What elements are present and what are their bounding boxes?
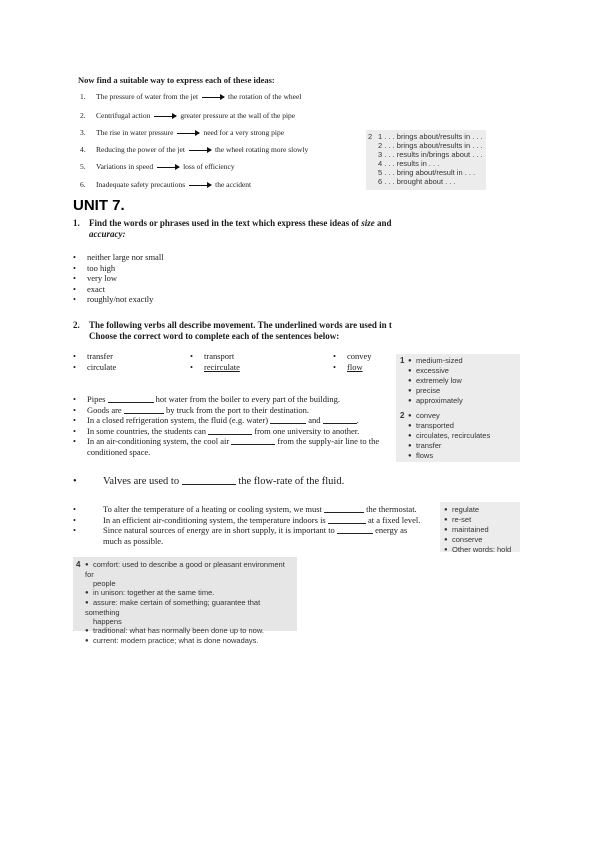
item-right: the accident bbox=[215, 180, 252, 189]
sentence: • To alter the temperature of a heating or cooling system, we must the thermostat. bbox=[73, 504, 417, 514]
exercise-number: 1. bbox=[73, 218, 80, 228]
verb-option: • transport bbox=[190, 351, 235, 361]
sentence: • Pipes hot water from the boiler to every part of the building. bbox=[73, 394, 341, 404]
key-row: 1 . . . brings about/results in . . . bbox=[378, 132, 483, 141]
arrow-icon bbox=[202, 97, 224, 98]
intro-answer-key bbox=[366, 130, 486, 190]
answer-item-continuation: people bbox=[93, 579, 116, 588]
intro-item bbox=[80, 128, 284, 137]
answer-item: ● regulate bbox=[444, 505, 511, 515]
key-row: 2 . . . brings about/results in . . . bbox=[378, 141, 483, 150]
list-item: • neither large nor small bbox=[73, 252, 164, 263]
answer-blank[interactable] bbox=[182, 484, 236, 485]
item-left: Inadequate safety precautions bbox=[96, 180, 186, 189]
answer-item-continuation: happens bbox=[93, 617, 122, 626]
item-left: Reducing the power of the jet bbox=[96, 145, 185, 154]
answer-item: ● approximately bbox=[408, 396, 463, 406]
intro-item bbox=[80, 162, 235, 171]
answer-item: ● flows bbox=[408, 451, 490, 461]
answer-item: ● current: modern practice; what is done nowadays. bbox=[85, 636, 293, 646]
item-number: 6. bbox=[80, 180, 86, 189]
answer-item: ● circulates, recirculates bbox=[408, 431, 490, 441]
list-item: • too high bbox=[73, 263, 164, 274]
exercise-1-list bbox=[73, 252, 164, 305]
item-number: 2. bbox=[80, 111, 86, 120]
item-number: 1. bbox=[80, 92, 86, 101]
item-left: Variations in speed bbox=[96, 162, 154, 171]
list-item: • very low bbox=[73, 273, 164, 284]
item-left: The pressure of water from the jet bbox=[96, 92, 199, 101]
exercise-1-instructions: 1. Find the words or phrases used in the text which express these ideas of size and accuracy: bbox=[73, 218, 392, 239]
key-row: 5 . . . bring about/result in . . . bbox=[378, 168, 476, 177]
answer-item: ● transported bbox=[408, 421, 490, 431]
key-row: 6 . . . brought about . . . bbox=[378, 177, 456, 186]
answer-item: ● extremely low bbox=[408, 376, 463, 386]
verb-option: • circulate bbox=[73, 362, 116, 373]
arrow-icon bbox=[189, 185, 211, 186]
answer-label: 1 bbox=[400, 356, 405, 365]
item-number: 4. bbox=[80, 145, 86, 154]
answer-item: ● medium-sized bbox=[408, 356, 463, 366]
answer-item: ● in unison: together at the same time. bbox=[85, 588, 293, 598]
answer-item: ● precise bbox=[408, 386, 463, 396]
answer-item: ● maintained bbox=[444, 525, 511, 535]
answer-blank[interactable] bbox=[324, 512, 364, 513]
key-row: 3 . . . results in/brings about . . . bbox=[378, 150, 483, 159]
answer-item: ● re-set bbox=[444, 515, 511, 525]
list-item: • roughly/not exactly bbox=[73, 294, 164, 305]
verb-option: • flow bbox=[333, 362, 363, 372]
item-right: need for a very strong pipe bbox=[203, 128, 285, 137]
sentence: • In an air-conditioning system, the cool air from the supply-air line to the bbox=[73, 436, 380, 446]
answer-item: ● transfer bbox=[408, 441, 490, 451]
valves-sentence: • Valves are used to the flow-rate of the fluid. bbox=[73, 476, 345, 487]
answer-item: ● Other words: hold bbox=[444, 545, 511, 555]
answer-label: 4 bbox=[76, 560, 81, 569]
item-number: 3. bbox=[80, 128, 86, 137]
item-left: Centrifugal action bbox=[96, 111, 151, 120]
answer-item: ● conserve bbox=[444, 535, 511, 545]
sentence-continuation: conditioned space. bbox=[87, 446, 151, 457]
verb-option: • transfer bbox=[73, 351, 113, 362]
answer-box-4 bbox=[73, 557, 297, 645]
list-item: • exact bbox=[73, 284, 164, 295]
answer-blank[interactable] bbox=[208, 434, 252, 435]
item-right: the rotation of the wheel bbox=[228, 92, 302, 101]
arrow-icon bbox=[189, 150, 211, 151]
answer-blank[interactable] bbox=[337, 533, 373, 534]
item-right: greater pressure at the wall of the pipe bbox=[180, 111, 296, 120]
answer-blank[interactable] bbox=[231, 444, 275, 445]
answer-item: ● convey bbox=[408, 411, 490, 421]
intro-item bbox=[80, 111, 295, 120]
answer-blank[interactable] bbox=[270, 423, 306, 424]
answer-blank[interactable] bbox=[323, 423, 357, 424]
answer-item: ● traditional: what has normally been done up to now. bbox=[85, 626, 293, 636]
sentence: • In some countries, the students can from one university to another. bbox=[73, 425, 360, 436]
intro-item bbox=[80, 92, 301, 101]
sentence: • In a closed refrigeration system, the fluid (e.g. water) and . bbox=[73, 415, 359, 425]
answer-box-1-2 bbox=[396, 354, 520, 462]
verb-option: • recirculate bbox=[190, 362, 240, 372]
unit-title: UNIT 7. bbox=[73, 197, 125, 214]
answer-item: ● assure: make certain of something; guarantee that something bbox=[85, 598, 293, 617]
answer-blank[interactable] bbox=[328, 523, 366, 524]
exercise-number: 2. bbox=[73, 320, 80, 330]
key-label: 2 bbox=[368, 132, 373, 141]
more-sentences bbox=[73, 504, 453, 546]
sentence: • Since natural sources of energy are in short supply, it is important to energy as bbox=[73, 525, 408, 535]
item-left: The rise in water pressure bbox=[96, 128, 174, 137]
intro-item bbox=[80, 180, 251, 189]
answer-blank[interactable] bbox=[108, 402, 154, 403]
answer-box-3 bbox=[440, 502, 520, 552]
sentence: • Goods are by truck from the port to their destination. bbox=[73, 404, 310, 415]
item-number: 5. bbox=[80, 162, 86, 171]
answer-blank[interactable] bbox=[124, 413, 164, 414]
exercise-2-instructions: 2. The following verbs all describe movement. The underlined words are used in t Choose the correct word to complete each of the sentences below: bbox=[73, 320, 392, 341]
exercise-2-sentences bbox=[73, 394, 403, 457]
answer-item: ● comfort: used to describe a good or pleasant environment for bbox=[85, 560, 293, 579]
item-right: the wheel rotating more slowly bbox=[214, 145, 309, 154]
arrow-icon bbox=[154, 116, 176, 117]
verb-option: • convey bbox=[333, 351, 372, 361]
answer-label: 2 bbox=[400, 411, 405, 420]
arrow-icon bbox=[177, 133, 199, 134]
key-row: 4 . . . results in . . . bbox=[378, 159, 440, 168]
sentence-continuation: much as possible. bbox=[103, 535, 164, 546]
sentence: • In an efficient air-conditioning system, the temperature indoors is at a fixed level. bbox=[73, 514, 421, 525]
intro-heading: Now find a suitable way to express each of these ideas: bbox=[78, 75, 275, 85]
answer-item: ● excessive bbox=[408, 366, 463, 376]
item-right: loss of efficiency bbox=[183, 162, 235, 171]
intro-item bbox=[80, 145, 308, 154]
arrow-icon bbox=[157, 167, 179, 168]
